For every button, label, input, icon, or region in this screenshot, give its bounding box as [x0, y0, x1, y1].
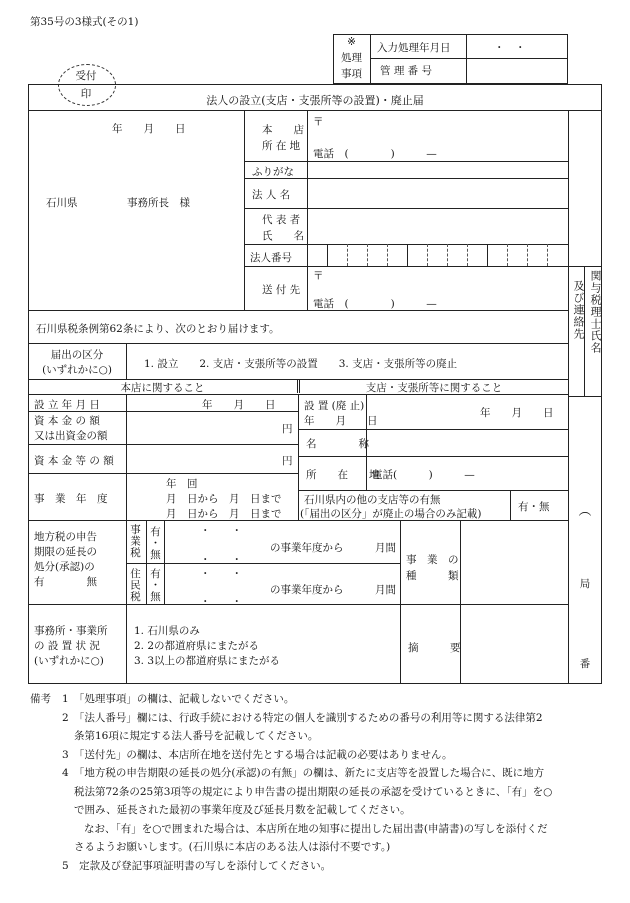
- extension-label: 地方税の申告 期限の延長の 処分(承認)の 有 無: [34, 531, 97, 588]
- input-date-label: 入力処理年月日: [377, 42, 451, 54]
- biz-type-label1: 事 業 の: [406, 554, 459, 566]
- tax-accountant-label: 関与税理士氏名: [589, 270, 602, 354]
- other-branch-yes-no[interactable]: 有・無: [518, 501, 550, 513]
- capital-yen: 円: [282, 423, 293, 435]
- contact-label: 及び連絡先: [572, 280, 585, 340]
- category-label2: (いずれかに○): [42, 364, 112, 376]
- rep-label1: 代 表 者: [262, 214, 301, 226]
- hq-postal-mark: 〒: [313, 116, 324, 128]
- est-date-label2: 年 月 日: [304, 415, 378, 427]
- office-use-mark: ※: [347, 36, 356, 48]
- branch-section-header: 支店・支張所等に関すること: [365, 382, 503, 394]
- branch-addr-label: 所 在 地: [306, 469, 380, 481]
- capital-label1: 資 本 金 の 額: [34, 415, 100, 427]
- input-date-value: ・ ・: [494, 42, 526, 54]
- other-branch-label2: (「届出の区分」が廃止の場合のみ記載): [300, 508, 482, 520]
- hq-address-label: 本 店 所 在 地: [262, 124, 304, 152]
- corp-name-label: 法 人 名: [252, 189, 291, 201]
- bureau-kyoku: 局: [579, 578, 591, 590]
- fiscal-year-label: 事 業 年 度: [34, 493, 108, 505]
- capital-label2: 又は出資金の額: [34, 430, 108, 442]
- ordinance-text: 石川県税条例第62条により、次のとおり届けます。: [36, 323, 280, 335]
- res-tax-dots2: ・ ・: [200, 596, 242, 608]
- fiscal-line1: 年 回: [166, 478, 198, 490]
- stamp-line1: 受付: [75, 70, 97, 82]
- corp-number-label: 法人番号: [250, 252, 292, 264]
- bureau-ban: 番: [579, 658, 591, 670]
- est-date-value[interactable]: 年 月 日: [480, 407, 554, 419]
- biz-tax-yes-no[interactable]: 有・無: [149, 526, 161, 561]
- fiscal-line3: 月 日から 月 日まで: [166, 508, 282, 520]
- est-date-label1: 設 置 (廃 止): [304, 400, 365, 412]
- biz-tax-label: 事業税: [129, 524, 141, 559]
- corp-number-field[interactable]: [307, 244, 568, 266]
- res-tax-dots1: ・ ・: [200, 568, 242, 580]
- form-number: 第35号の3様式(その1): [30, 16, 139, 28]
- office-use-label1: 処理: [341, 52, 362, 64]
- office-status-label: 事務所・事業所 の 設 置 状 況 (いずれかに○): [34, 625, 108, 667]
- res-tax-label: 住民税: [129, 568, 141, 603]
- hq-phone: 電話 ( ) —: [313, 148, 437, 160]
- res-tax-from: の事業年度から 月間: [270, 584, 396, 596]
- fiscal-line2: 月 日から 月 日まで: [166, 493, 282, 505]
- bureau-open: ︵: [578, 504, 592, 519]
- form-title: 法人の設立(支店・支張所等の設置)・廃止届: [206, 94, 424, 107]
- send-to-label: 送 付 先: [262, 284, 301, 296]
- furigana-label: ふりがな: [252, 166, 294, 178]
- send-phone: 電話 ( ) —: [313, 298, 437, 310]
- other-branch-label1: 石川県内の他の支店等の有無: [304, 494, 441, 506]
- capital-etc-yen: 円: [282, 455, 293, 467]
- category-label1: 届出の区分: [50, 349, 104, 361]
- biz-tax-dots2: ・ ・: [200, 554, 242, 566]
- mgmt-number-label: 管 理 番 号: [380, 65, 433, 77]
- addressee-office: 事務所長 様: [127, 197, 190, 209]
- notes-head: 備考: [30, 693, 51, 705]
- setup-date-label: 設 立 年 月 日: [34, 399, 100, 411]
- office-use-label2: 事項: [341, 68, 362, 80]
- res-tax-yes-no[interactable]: 有・無: [149, 568, 161, 603]
- send-postal-mark: 〒: [313, 270, 324, 282]
- hq-section-header: 本店に関すること: [120, 382, 205, 394]
- branch-phone: 電話( ) —: [372, 469, 475, 481]
- stamp-line2: 印: [80, 88, 92, 100]
- addressee-pref: 石川県: [46, 197, 78, 209]
- biz-type-label2: 種 類: [406, 570, 459, 582]
- branch-name-label: 名 称: [306, 438, 369, 450]
- notes-body: 1 「処理事項」の欄は、記載しないでください。 2 「法人番号」欄には、行政手続における特定の個人を識別するための番号の利用等に関する法律第2 条第16項に規定する法人番号を記載してください。 3 「送付先」の欄は、本店所在地を送付先とする場合は記載の必要はありません。 4 「地方税の申告期限の延長の処分(承認)の有無」の欄は、新たに支店等を設置した場合に、既に地方 税法第72条の25第3項等の規定により申告書の提出期限の延長の承認を受けているときに、「有」を○ で囲み、延長された最初の事業年度及び延長月数を記載してください。 なお、「有」を○で囲まれた場合は、本店所在地の知事に提出した届出書(申請書)の写しを添付くだ さるようお願いします。(石川県に本店のある法人は添付不要です。) 5 定款及び登記事項証明書の写しを添付してください。: [62, 693, 553, 872]
- category-options[interactable]: 1. 設立 2. 支店・支張所等の設置 3. 支店・支張所等の廃止: [144, 358, 458, 370]
- rep-label2: 氏 名: [262, 230, 304, 242]
- filing-date: 年 月 日: [112, 123, 186, 135]
- biz-tax-from: の事業年度から 月間: [270, 542, 396, 554]
- capital-etc-label: 資 本 金 等 の 額: [34, 455, 114, 467]
- remarks-label: 摘 要: [408, 642, 461, 654]
- biz-tax-dots1: ・ ・: [200, 525, 242, 537]
- office-status-options[interactable]: 1. 石川県のみ 2. 2の都道府県にまたがる 3. 3以上の都道府県にまたがる: [134, 625, 281, 667]
- setup-date-value[interactable]: 年 月 日: [202, 399, 276, 411]
